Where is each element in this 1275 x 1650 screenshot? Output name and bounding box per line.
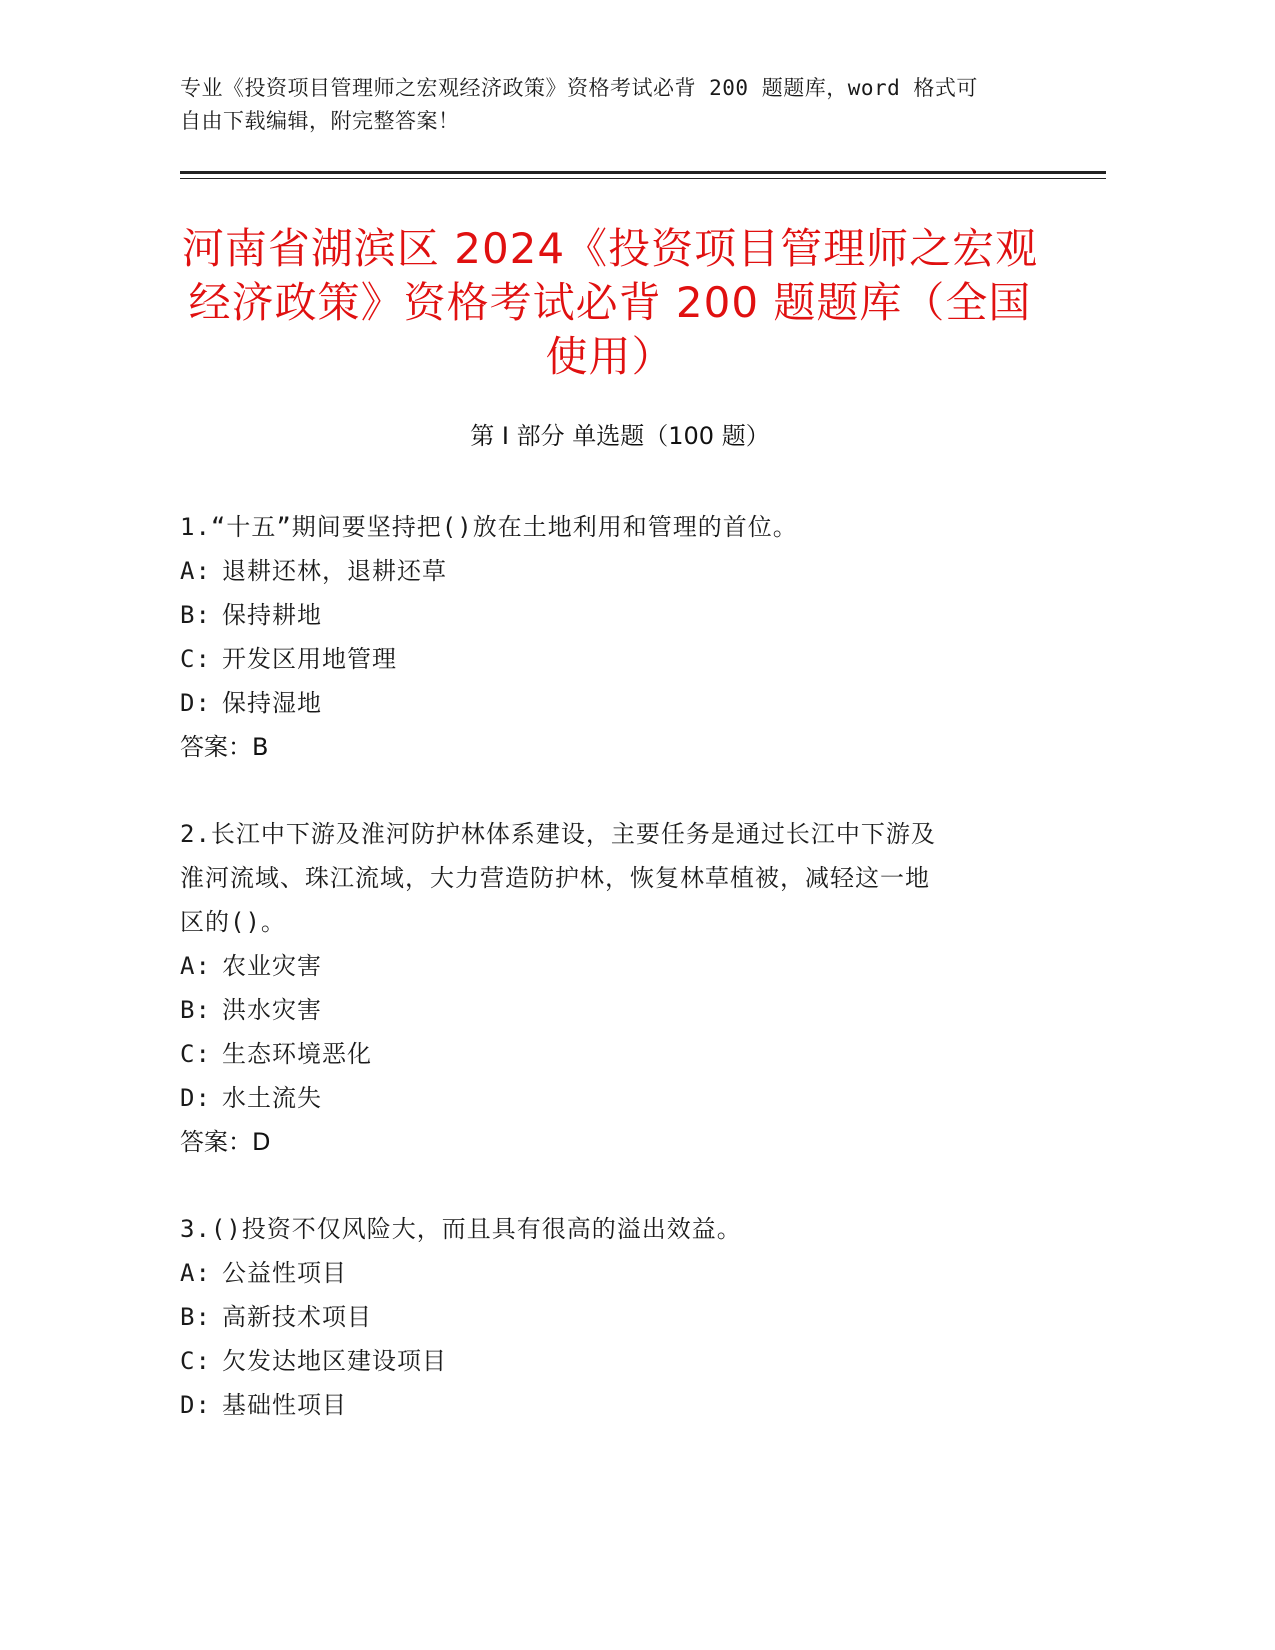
option-d — [180, 681, 1030, 725]
option-d — [180, 1383, 1030, 1427]
option-letter: D: — [180, 689, 211, 717]
option-a — [180, 944, 1030, 988]
option-text: 退耕还林，退耕还草 — [222, 557, 447, 585]
option-letter: C: — [180, 1347, 211, 1375]
option-text: 洪水灾害 — [222, 996, 322, 1024]
document-title-line-1: 河南省湖滨区 2024《投资项目管理师之宏观 — [181, 224, 1039, 273]
section-title: 第 I 部分 单选题（100 题） — [470, 422, 770, 450]
option-text: 水土流失 — [222, 1084, 322, 1112]
header-divider-thick — [180, 171, 1106, 174]
option-letter: A: — [180, 952, 211, 980]
option-text: 开发区用地管理 — [222, 645, 397, 673]
question-stem-line-2: 淮河流域、珠江流域，大力营造防护林，恢复林草植被，减轻这一地 — [180, 864, 930, 892]
question-2 — [180, 812, 1030, 1164]
option-text: 保持湿地 — [222, 689, 322, 717]
question-answer: 答案：D — [180, 1128, 271, 1156]
option-c — [180, 1032, 1030, 1076]
option-letter: B: — [180, 996, 211, 1024]
question-list — [180, 505, 1030, 1470]
question-stem-line-3: 区的()。 — [180, 908, 286, 936]
option-text: 保持耕地 — [222, 601, 322, 629]
question-stem: 3.()投资不仅风险大，而且具有很高的溢出效益。 — [180, 1215, 742, 1243]
question-3 — [180, 1207, 1030, 1427]
option-letter: C: — [180, 645, 211, 673]
document-title — [170, 222, 1050, 384]
question-answer: 答案：B — [180, 733, 269, 761]
header-divider-thin — [180, 178, 1106, 179]
option-text: 农业灾害 — [222, 952, 322, 980]
option-a — [180, 549, 1030, 593]
question-stem-line-1: 2.长江中下游及淮河防护林体系建设，主要任务是通过长江中下游及 — [180, 820, 936, 848]
option-text: 欠发达地区建设项目 — [222, 1347, 447, 1375]
option-text: 公益性项目 — [222, 1259, 347, 1287]
option-text: 基础性项目 — [222, 1391, 347, 1419]
option-letter: B: — [180, 601, 211, 629]
option-c — [180, 1339, 1030, 1383]
document-title-line-3: 使用） — [545, 332, 675, 381]
option-letter: C: — [180, 1040, 211, 1068]
header-note-line-2: 自由下载编辑，附完整答案！ — [180, 109, 460, 133]
option-b — [180, 988, 1030, 1032]
option-letter: A: — [180, 1259, 211, 1287]
option-b — [180, 593, 1030, 637]
option-a — [180, 1251, 1030, 1295]
option-letter: B: — [180, 1303, 211, 1331]
option-text: 高新技术项目 — [222, 1303, 372, 1331]
question-stem: 1.“十五”期间要坚持把()放在土地利用和管理的首位。 — [180, 513, 798, 541]
option-d — [180, 1076, 1030, 1120]
question-1 — [180, 505, 1030, 769]
option-c — [180, 637, 1030, 681]
option-b — [180, 1295, 1030, 1339]
header-note-line-1: 专业《投资项目管理师之宏观经济政策》资格考试必背 200 题题库，word 格式可 — [180, 76, 978, 100]
option-letter: D: — [180, 1084, 211, 1112]
header-note — [180, 72, 1060, 138]
document-title-line-2: 经济政策》资格考试必背 200 题题库（全国 — [188, 278, 1032, 327]
option-letter: D: — [180, 1391, 211, 1419]
option-letter: A: — [180, 557, 211, 585]
option-text: 生态环境恶化 — [222, 1040, 372, 1068]
